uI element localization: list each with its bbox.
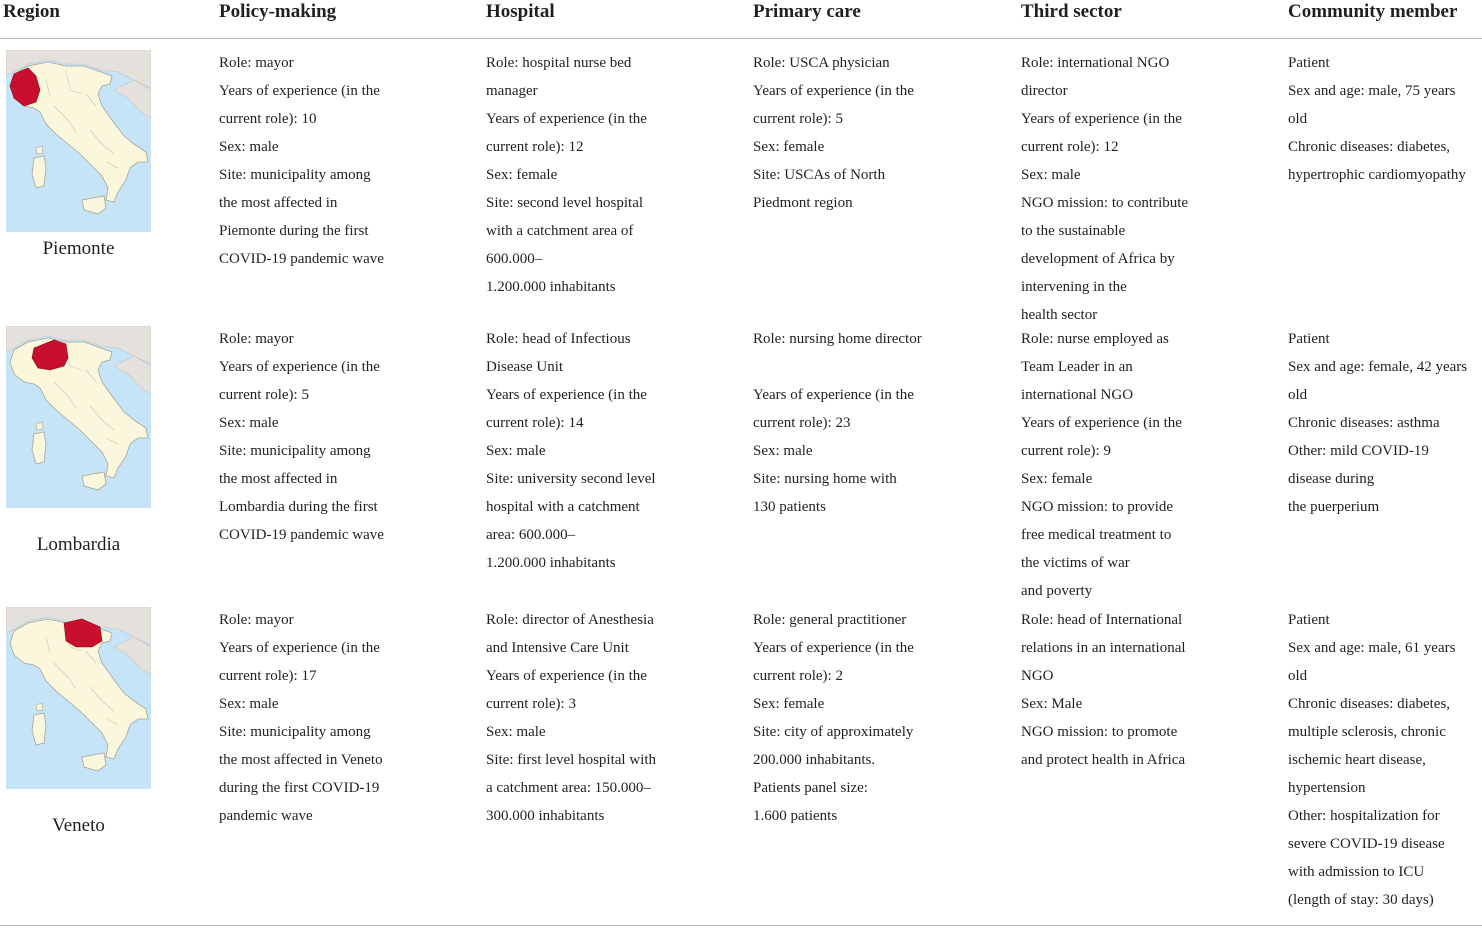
cell-line: COVID-19 pandemic wave <box>219 527 384 543</box>
cell-line: Patient <box>1288 612 1330 628</box>
cell-line: relations in an international <box>1021 640 1186 656</box>
cell-line: and protect health in Africa <box>1021 752 1186 768</box>
header-third-sector: Third sector <box>1021 1 1122 22</box>
cell-line: Piemonte during the first <box>219 223 369 239</box>
cell-line: Team Leader in an <box>1021 359 1133 375</box>
cell-line: hypertension <box>1288 780 1366 796</box>
cell-line: Sex: Male <box>1021 696 1083 712</box>
header-policy-making: Policy-making <box>219 1 337 22</box>
cell-line: Role: mayor <box>219 612 294 628</box>
cell-line: health sector <box>1021 307 1098 323</box>
cell-line: current role): 2 <box>753 668 843 684</box>
cell-line: Years of experience (in the <box>219 640 380 656</box>
cell-line: Years of experience (in the <box>1021 111 1182 127</box>
cell-line: (length of stay: 30 days) <box>1288 892 1434 908</box>
cell-piemonte-primary-care <box>753 49 914 217</box>
cell-veneto-third-sector <box>1021 606 1186 774</box>
cell-line: Years of experience (in the <box>486 387 647 403</box>
cell-line: severe COVID-19 disease <box>1288 836 1445 852</box>
cell-line: Role: USCA physician <box>753 55 890 71</box>
cell-line: Lombardia during the first <box>219 499 378 515</box>
cell-veneto-community-member <box>1288 606 1455 914</box>
cell-line: Role: head of Infectious <box>486 331 631 347</box>
cell-lombardia-primary-care <box>753 325 922 521</box>
cell-line: old <box>1288 668 1308 684</box>
cell-line: Sex: male <box>486 443 546 459</box>
header-hospital: Hospital <box>486 1 555 22</box>
cell-line: Role: hospital nurse bed <box>486 55 632 71</box>
cell-line: Role: director of Anesthesia <box>486 612 654 628</box>
cell-line: director <box>1021 83 1068 99</box>
cell-line: Site: second level hospital <box>486 195 644 211</box>
cell-line: 200.000 inhabitants. <box>753 752 876 768</box>
cell-line: current role): 14 <box>486 415 584 431</box>
cell-line: Years of experience (in the <box>486 111 647 127</box>
cell-line: Other: hospitalization for <box>1288 808 1440 824</box>
cell-line: Sex: male <box>219 139 279 155</box>
cell-lombardia-community-member <box>1288 325 1467 521</box>
cell-line: Disease Unit <box>486 359 564 375</box>
cell-line: Sex: male <box>219 696 279 712</box>
cell-veneto-primary-care <box>753 606 914 830</box>
cell-line: ischemic heart disease, <box>1288 752 1426 768</box>
cell-line: COVID-19 pandemic wave <box>219 251 384 267</box>
region-name-lombardia: Lombardia <box>36 534 121 555</box>
cell-line: Sex: male <box>1021 167 1081 183</box>
header-community-member: Community member <box>1288 1 1458 22</box>
cell-line: 600.000– <box>486 251 543 267</box>
cell-line: Chronic diseases: asthma <box>1288 415 1440 431</box>
cell-line: a catchment area: 150.000– <box>486 780 651 796</box>
cell-line: current role): 12 <box>1021 139 1119 155</box>
cell-line: Role: general practitioner <box>753 612 907 628</box>
cell-line: 130 patients <box>753 499 826 515</box>
cell-line: Site: city of approximately <box>753 724 914 740</box>
header-primary-care: Primary care <box>753 1 861 22</box>
cell-line: Site: nursing home with <box>753 471 897 487</box>
veneto-map-icon <box>6 607 151 789</box>
cell-lombardia-third-sector <box>1021 325 1182 605</box>
cell-line: during the first COVID-19 <box>219 780 380 796</box>
cell-line: Chronic diseases: diabetes, <box>1288 696 1451 712</box>
cell-line: free medical treatment to <box>1021 527 1172 543</box>
cell-line: hypertrophic cardiomyopathy <box>1288 167 1466 183</box>
region-name-piemonte: Piemonte <box>42 238 115 259</box>
cell-line: Other: mild COVID-19 <box>1288 443 1429 459</box>
cell-line: current role): 5 <box>753 111 843 127</box>
bottom-rule <box>0 925 1482 926</box>
cell-line: Sex and age: male, 61 years <box>1288 640 1456 656</box>
cell-line: Site: municipality among <box>219 443 371 459</box>
cell-line: 1.200.000 inhabitants <box>486 555 616 571</box>
cell-line: current role): 3 <box>486 696 576 712</box>
cell-line: 300.000 inhabitants <box>486 808 605 824</box>
cell-line: multiple sclerosis, chronic <box>1288 724 1446 740</box>
cell-line: current role): 9 <box>1021 443 1111 459</box>
cell-piemonte-policy-making <box>219 49 384 273</box>
cell-line: Role: international NGO <box>1021 55 1170 71</box>
cell-line: current role): 23 <box>753 415 851 431</box>
cell-line: Sex: female <box>753 139 825 155</box>
cell-line: Chronic diseases: diabetes, <box>1288 139 1451 155</box>
cell-line: the most affected in <box>219 195 338 211</box>
cell-line: hospital with a catchment <box>486 499 640 515</box>
header-region: Region <box>3 1 60 22</box>
cell-piemonte-community-member <box>1288 49 1466 189</box>
cell-line: the victims of war <box>1021 555 1130 571</box>
cell-line: disease during <box>1288 471 1375 487</box>
cell-line: NGO mission: to provide <box>1021 499 1174 515</box>
lombardia-map-icon <box>6 326 151 508</box>
cell-line: the most affected in <box>219 471 338 487</box>
cell-line: Sex: female <box>486 167 558 183</box>
cell-line: Sex and age: male, 75 years <box>1288 83 1456 99</box>
cell-line: Role: mayor <box>219 55 294 71</box>
cell-line: and Intensive Care Unit <box>486 640 629 656</box>
cell-line: international NGO <box>1021 387 1134 403</box>
cell-line: current role): 5 <box>219 387 309 403</box>
cell-piemonte-hospital <box>486 49 647 301</box>
cell-line: Patient <box>1288 331 1330 347</box>
cell-line: Site: first level hospital with <box>486 752 656 768</box>
cell-line: 1.600 patients <box>753 808 838 824</box>
cell-line: Patient <box>1288 55 1330 71</box>
cell-line: Patients panel size: <box>753 780 868 796</box>
cell-line: Years of experience (in the <box>1021 415 1182 431</box>
cell-line: area: 600.000– <box>486 527 576 543</box>
cell-line: Site: municipality among <box>219 167 371 183</box>
cell-veneto-policy-making <box>219 606 383 830</box>
cell-line: NGO mission: to contribute <box>1021 195 1189 211</box>
cell-line: Sex: male <box>753 443 813 459</box>
cell-line: Sex: female <box>753 696 825 712</box>
cell-line: Sex: male <box>219 415 279 431</box>
cell-line: Role: nursing home director <box>753 331 922 347</box>
cell-line: the puerperium <box>1288 499 1380 515</box>
cell-line: current role): 17 <box>219 668 317 684</box>
cell-line: manager <box>486 83 538 99</box>
cell-line: NGO <box>1021 668 1054 684</box>
cell-line: current role): 10 <box>219 111 317 127</box>
cell-line: development of Africa by <box>1021 251 1175 267</box>
cell-line: to the sustainable <box>1021 223 1126 239</box>
cell-line: Site: USCAs of North <box>753 167 886 183</box>
cell-line: Years of experience (in the <box>219 83 380 99</box>
cell-piemonte-third-sector <box>1021 49 1188 329</box>
cell-line: Years of experience (in the <box>753 83 914 99</box>
cell-line: Sex: female <box>1021 471 1093 487</box>
cell-line: Role: head of International <box>1021 612 1183 628</box>
cell-lombardia-hospital <box>486 325 656 577</box>
cell-line <box>753 353 922 381</box>
cell-line: Years of experience (in the <box>486 668 647 684</box>
cell-line: with a catchment area of <box>486 223 634 239</box>
cell-line: Years of experience (in the <box>753 387 914 403</box>
cell-veneto-hospital <box>486 606 656 830</box>
cell-line: Site: municipality among <box>219 724 371 740</box>
cell-line: Years of experience (in the <box>219 359 380 375</box>
cell-line: Site: university second level <box>486 471 656 487</box>
cell-line: NGO mission: to promote <box>1021 724 1178 740</box>
cell-line: Sex and age: female, 42 years <box>1288 359 1468 375</box>
cell-line: Role: nurse employed as <box>1021 331 1169 347</box>
cell-lombardia-policy-making <box>219 325 384 549</box>
cell-line: old <box>1288 387 1308 403</box>
cell-line: with admission to ICU <box>1288 864 1425 880</box>
cell-line: Sex: male <box>486 724 546 740</box>
cell-line: intervening in the <box>1021 279 1127 295</box>
cell-line: the most affected in Veneto <box>219 752 383 768</box>
cell-line: Years of experience (in the <box>753 640 914 656</box>
header-rule <box>0 38 1482 39</box>
cell-line: old <box>1288 111 1308 127</box>
piemonte-map-icon <box>6 50 151 232</box>
cell-line: Role: mayor <box>219 331 294 347</box>
cell-line: 1.200.000 inhabitants <box>486 279 616 295</box>
cell-line: Piedmont region <box>753 195 853 211</box>
region-name-veneto: Veneto <box>52 815 105 836</box>
cell-line: pandemic wave <box>219 808 313 824</box>
cell-line: and poverty <box>1021 583 1093 599</box>
cell-line: current role): 12 <box>486 139 584 155</box>
